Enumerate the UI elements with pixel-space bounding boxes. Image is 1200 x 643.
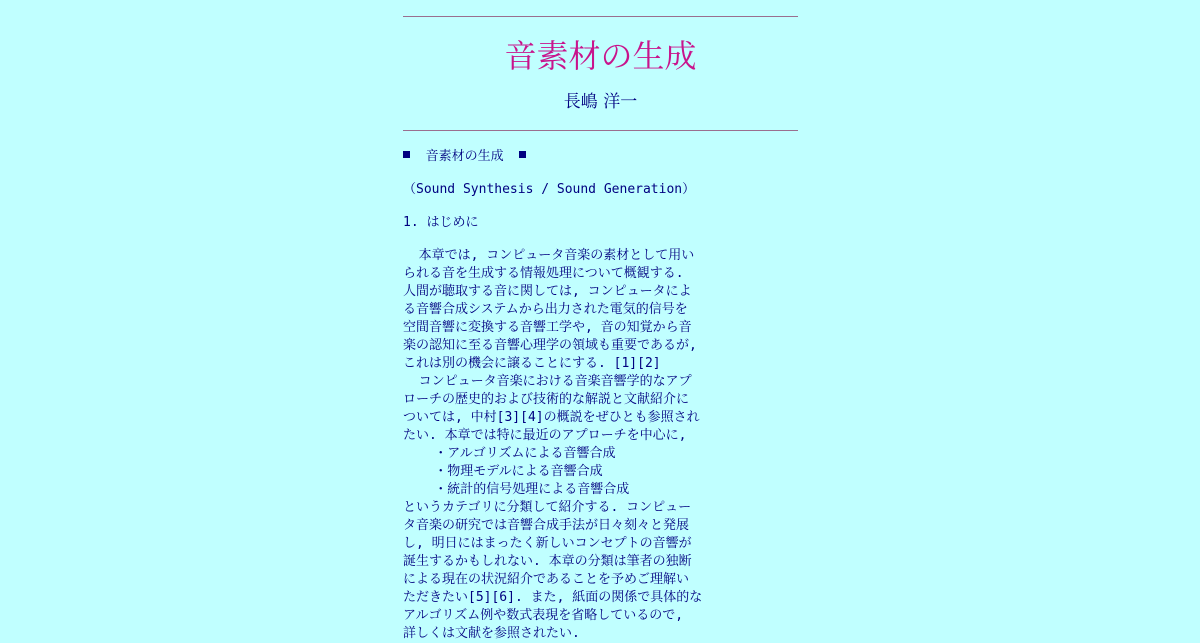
body-line: られる音を生成する情報処理について概観する. [403,266,684,281]
body-line: というカテゴリに分類して紹介する. コンピュー [403,500,692,515]
body-line: 本章では, コンピュータ音楽の素材として用い [403,248,695,263]
body-line: 人間が聴取する音に関しては, コンピュータによ [403,284,692,299]
section-title-text: 音素材の生成 [425,149,504,164]
body-line: 誕生するかもしれない. 本章の分類は筆者の独断 [403,554,692,569]
body-line: による現在の状況紹介であることを予めご理解い [403,572,690,587]
body-line: たい. 本章では特に最近のアプローチを中心に, [403,428,687,443]
body-line: ただきたい[5][6]. また, 紙面の関係で具体的な [403,590,703,605]
author-name: 長嶋 洋一 [563,92,638,112]
body-line: ローチの歴史的および技術的な解説と文献紹介に [403,392,690,407]
chapter-heading: 1. はじめに [403,215,479,230]
section-title [403,148,798,166]
document-column [403,0,798,643]
top-divider [403,16,798,17]
body-line: コンピュータ音楽における音楽音響学的なアプ [403,374,692,389]
header-divider [403,130,798,131]
body-line: タ音楽の研究では音響合成手法が日々刻々と発展 [403,518,690,533]
body-line: これは別の機会に譲ることにする. [1][2] [403,356,661,371]
square-bullet-icon [519,151,526,158]
page-title: 音素材の生成 [504,37,697,75]
section-subtitle: （Sound Synthesis / Sound Generation） [403,182,696,197]
body-line: ついては, 中村[3][4]の概説をぜひとも参照され [403,410,700,425]
square-bullet-icon [403,151,410,158]
body-line: し, 明日にはまったく新しいコンセプトの音響が [403,536,692,551]
body-line: る音響合成システムから出力された電気的信号を [403,302,688,317]
body-line: ・統計的信号処理による音響合成 [403,482,630,497]
body-line: ・物理モデルによる音響合成 [403,464,603,479]
body-text [403,247,798,643]
body-line: 楽の認知に至る音響心理学の領域も重要であるが, [403,338,697,353]
body-line: アルゴリズム例や数式表現を省略しているので, [403,608,684,623]
body-line: 空間音響に変換する音響工学や, 音の知覚から音 [403,320,692,335]
body-line: 詳しくは文献を参照されたい. [403,626,580,641]
body-line: ・アルゴリズムによる音響合成 [403,446,616,461]
